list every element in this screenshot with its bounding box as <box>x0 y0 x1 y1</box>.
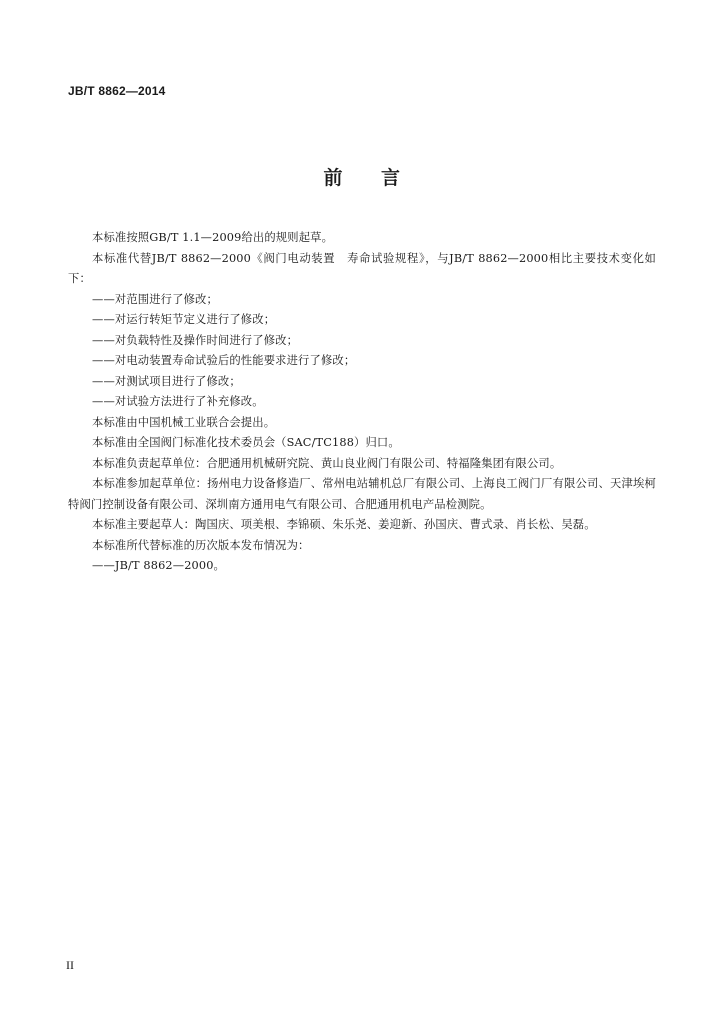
paragraph-participating-units: 本标准参加起草单位：扬州电力设备修造厂、常州电站辅机总厂有限公司、上海良工阀门厂有限公司、天津埃柯特阀门控制设备有限公司、深圳南方通用电气有限公司、合肥通用机电产品检测院。 <box>68 477 656 511</box>
paragraph-main-drafters: 本标准主要起草人：陶国庆、项美根、李锦硕、朱乐尧、姜迎新、孙国庆、曹式录、肖长松、吴磊。 <box>92 518 596 531</box>
change-item-scope: ——对范围进行了修改； <box>92 292 218 306</box>
standard-code: JB/T 8862—2014 <box>68 84 166 98</box>
change-item-torque-definition: ——对运行转矩节定义进行了修改； <box>92 313 276 326</box>
title-char-2: 言 <box>381 167 401 189</box>
paragraph-main-drafting-units: 本标准负责起草单位：合肥通用机械研究院、黄山良业阀门有限公司、特福隆集团有限公司。 <box>92 456 562 470</box>
paragraph-previous-editions: 本标准所代替标准的历次版本发布情况为： <box>92 538 310 552</box>
change-item-performance-requirements: ——对电动装置寿命试验后的性能要求进行了修改； <box>92 354 356 367</box>
paragraph-drafting-rules: 本标准按照GB/T 1.1—2009给出的规则起草。 <box>92 231 334 244</box>
title-char-1: 前 <box>323 167 343 189</box>
change-item-test-methods: ——对试验方法进行了补充修改。 <box>92 395 264 408</box>
paragraph-proposed-by: 本标准由中国机械工业联合会提出。 <box>92 415 276 429</box>
previous-edition-item: ——JB/T 8862—2000。 <box>92 559 225 572</box>
change-item-test-items: ——对测试项目进行了修改； <box>92 374 241 388</box>
paragraph-replacement: 本标准代替JB/T 8862—2000《阀门电动装置 寿命试验规程》，与JB/T 8862—2000相比主要技术变化如下： <box>68 251 656 285</box>
paragraph-centralized-by: 本标准由全国阀门标准化技术委员会（SAC/TC188）归口。 <box>92 436 400 449</box>
change-item-load-characteristics: ——对负载特性及操作时间进行了修改； <box>92 333 299 347</box>
page-number: II <box>66 958 74 972</box>
foreword-body <box>68 228 656 577</box>
page-title <box>0 163 724 190</box>
